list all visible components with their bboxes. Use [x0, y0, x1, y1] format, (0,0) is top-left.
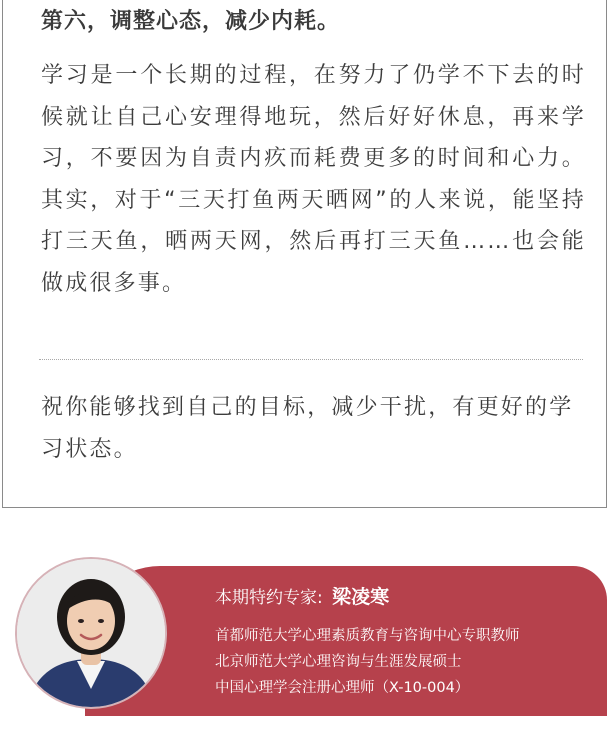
body-paragraph: 学习是一个长期的过程，在努力了仍学不下去的时候就让自己心安理得地玩，然后好好休息，再来学习，不要因为自责内疚而耗费更多的时间和心力。其实，对于“三天打鱼两天晒网”的人来说，能坚持打三天鱼，晒两天网，然后再打三天鱼……也会能做成很多事。 — [41, 63, 586, 296]
closing-wish: 祝你能够找到自己的目标，减少干扰，有更好的学习状态。 — [41, 395, 574, 462]
expert-title — [215, 584, 389, 611]
expert-credential: 中国心理学会注册心理师（X-10-004） — [215, 680, 470, 696]
expert-label: 本期特约专家: — [215, 588, 323, 608]
dotted-divider — [39, 359, 583, 360]
expert-credential: 北京师范大学心理咨询与生涯发展硕士 — [215, 654, 462, 670]
expert-credential: 首都师范大学心理素质教育与咨询中心专职教师 — [215, 628, 520, 644]
section-heading: 第六，调整心态，减少内耗。 — [41, 9, 341, 34]
article-card — [2, 0, 607, 508]
expert-name: 梁凌寒 — [332, 586, 390, 608]
portrait-illustration — [17, 559, 165, 707]
expert-avatar — [15, 557, 167, 709]
